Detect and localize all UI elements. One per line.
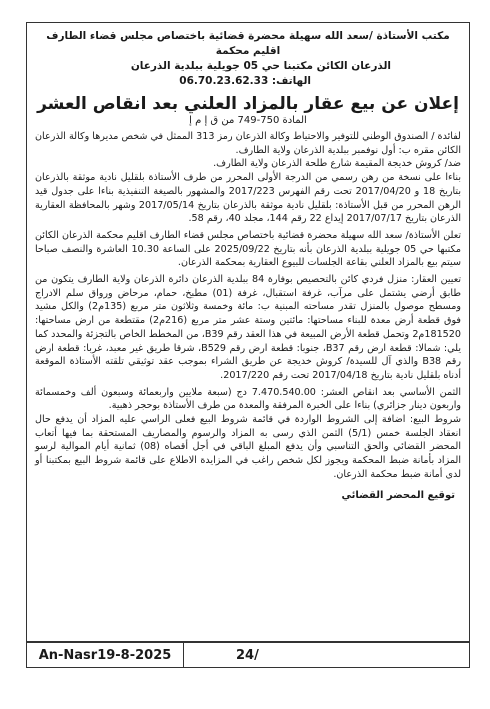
mortgage-basis-paragraph: بناءا على نسخة من رهن رسمي من الدرجة الأولى المحرر من طرف الأستاذة بلقليل نادية موثقة بالذرعان بتاريخ 18 و 2017/04/20 تحت رقم الفهرس 2017/223 والمشهور بالصيغة التنفيذية بناءا على جدول قيد الرهن المحرر من قبل الأستاذة: بلقليل نادية موثقة بالذرعان بتاريخ 2017/05/14 وشهر بالمحافظة العقارية الذرعان بتاريخ 2017/07/17 إيداع 22 رقم 144، مجلد 40، رقم 58. <box>35 172 461 225</box>
publication-date: An-Nasr19-8-2025 <box>27 643 184 667</box>
header-line-2: اقليم محكمة <box>215 45 281 57</box>
auction-date-paragraph: تعلن الأستاذة/ سعد الله سهيلة محضرة قضائية باختصاص مجلس قضاء الطارف اقليم محكمة الذرعان الكائن مكتبها حي 05 جويلية ببلدية الذرعان بأنه بتاريخ 2025/09/22 على الساعة 10.30 العاشرة والنصف صباحا سيتم بيع بالمزاد العلني بقاعة الجلسات للبيوع العقارية بمحكمة الذرعان. <box>35 229 461 269</box>
announcement-title: إعلان عن بيع عقار بالمزاد العلني بعد انقاص العشر <box>37 94 459 114</box>
announcement-box <box>26 22 470 642</box>
page-number: 24/ <box>236 647 259 663</box>
legal-article-reference: المادة 750-749 من ق إ م إ <box>189 115 307 126</box>
announcement-body <box>35 130 461 482</box>
signature-label: توقيع المحضر القضائي <box>341 489 455 501</box>
base-price-paragraph: الثمن الأساسي بعد انقاص العشر: 7.470.540.00 دج (سبعة ملايين واربعمائة وسبعون ألف وخمسمائة واربعون دينار جزائري) بناءا على الخبرة المرفقة والمعدة من طرف الأستاذة بوحجر ذهبية. <box>35 386 462 412</box>
debtor-paragraph: ضد/ كروش خديجة المقيمة شارع طلحة الذرعان ولاية الطارف. <box>213 158 461 170</box>
header-line-1: مكتب الأستاذة /سعد الله سهيلة محضرة قضائية باختصاص مجلس قضاء الطارف <box>46 30 450 42</box>
header-line-3: الذرعان الكائن مكتبنا حي 05 جويلية ببلدية الذرعان <box>130 60 391 72</box>
header-phone: الهاتف: 06.70.23.62.33 <box>179 75 311 87</box>
office-header <box>35 29 461 89</box>
sale-conditions-paragraph: شروط البيع: اضافة إلى الشروط الواردة في قائمة شروط البيع فعلى الراسي عليه المزاد أن يدفع حال انعقاد الجلسة خمس (5/1) الثمن الذي رسى به المزاد والرسوم والمصاريف المستحقة بما فيها أتعاب المحضر القضائي والحق التناسبي وأن يدفع المبلغ الباقي في أجل أقصاه (08) ثمانية أيام الموالية لرسو المزاد بأمانة ضبط المحكمة ويجوز لكل شخص راغب في المزايدة الاطلاع على قائمة شروط البيع بمكتبنا أو لدى أمانة ضبط محكمة الذرعان. <box>35 414 461 480</box>
beneficiary-paragraph: لفائدة / الصندوق الوطني للتوفير والاحتياط وكالة الذرعان رمز 313 الممثل في شخص مديرها وكالة الذرعان الكائن مقره ب: أول نوفمبر ببلدية الذرعان ولاية الطارف. <box>35 131 461 156</box>
property-description-paragraph: تعيين العقار: منزل فردي كائن بالتحصيص بوفارة 84 ببلدية الذرعان دائرة الذرعان ولاية الطارف يتكون من طابق أرضي يشتمل على مرآب، غرفة استقبال، غرفة (01) مطبخ، حمام، مرحاض ورواق سلم الادراج ومسطح موصول بالمنزل تقدر مساحته المبنية ب: مائة وخمسة وثلاثون متر مربع (135م2) والكل مشيد فوق قطعة أرض معدة للبناء مساحتها: مائتين وستة عشر متر مربع (216م2) مقتطعة من ارض مساحتها: 181520م2 وتحمل قطعة الأرض المبيعة في هذا العقد رقم B39، من المخطط الخاص بالتجزئة والمحدد كما يلي: شمالا: قطعة ارض رقم B37، جنوبا: قطعة ارض رقم B529، شرقا طريق غير معبد، غربا: قطعة ارض رقم B38 والذي آل للسيدة/ كروش خديجة عن طريق الشراء بموجب عقد توثيقي تلقته الأستاذة الموقعة أدناه بلقليل نادية بتاريخ 2017/04/18 تحت رقم 2017/220. <box>35 274 462 381</box>
footer-bar <box>26 642 470 668</box>
